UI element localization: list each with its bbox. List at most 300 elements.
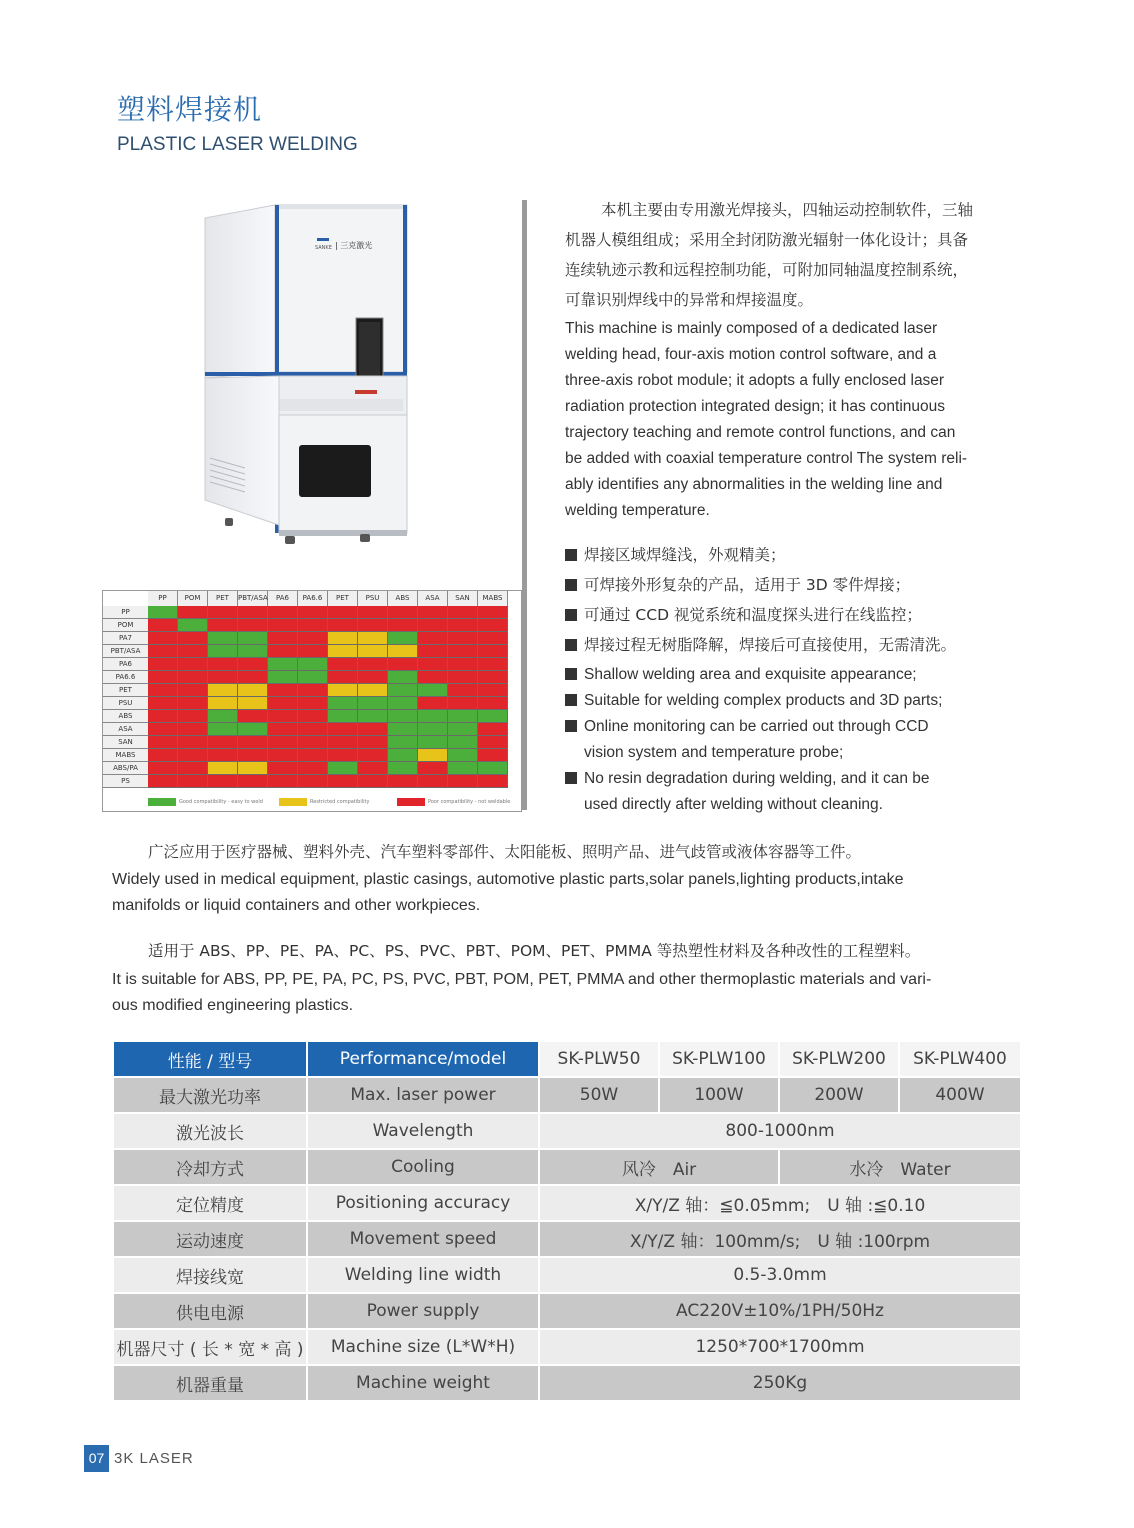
applications-en: [112, 867, 1027, 919]
bullet-square-icon: [565, 720, 577, 732]
feature-bullet-en: [565, 662, 1025, 688]
materials-en-line: ous modified engineering plastics.: [112, 997, 354, 1014]
matrix-cell: [268, 645, 298, 658]
matrix-cell: [178, 736, 208, 749]
matrix-cell: [178, 619, 208, 632]
value-cell: 0.5-3.0mm: [540, 1258, 1020, 1292]
matrix-cell: [388, 697, 418, 710]
table-row: [114, 1258, 1020, 1292]
intro-en: [565, 316, 1023, 524]
bullet-square-icon: [565, 549, 577, 561]
matrix-cell: [478, 645, 508, 658]
value-cell: 100W: [660, 1078, 778, 1112]
matrix-cell: [358, 684, 388, 697]
matrix-cell: [238, 684, 268, 697]
matrix-cell: [238, 736, 268, 749]
matrix-column-header: SAN: [448, 591, 478, 606]
matrix-cell: [388, 762, 418, 775]
matrix-cell: [478, 762, 508, 775]
value-cell: AC220V±10%/1PH/50Hz: [540, 1294, 1020, 1328]
matrix-cell: [178, 723, 208, 736]
matrix-row-label: PS: [103, 775, 148, 788]
matrix-cell: [418, 736, 448, 749]
bullet-text: Suitable for welding complex products and 3D parts;: [584, 692, 943, 709]
intro-cn-line: 连续轨迹示教和远程控制功能，可附加同轴温度控制系统，: [565, 261, 969, 279]
bullet-square-icon: [565, 668, 577, 680]
matrix-cell: [328, 619, 358, 632]
page-title: 塑料焊接机: [117, 93, 263, 126]
matrix-cell: [238, 749, 268, 762]
model-cell: SK-PLW400: [900, 1042, 1020, 1076]
matrix-cell: [448, 775, 478, 788]
matrix-cell: [418, 671, 448, 684]
matrix-cell: [208, 736, 238, 749]
intro-cn: [565, 195, 1023, 315]
matrix-row-label: MABS: [103, 749, 148, 762]
matrix-cell: [178, 710, 208, 723]
matrix-cell: [148, 658, 178, 671]
row-label-cn: 机器重量: [114, 1366, 306, 1400]
feature-bullet-cn: [565, 573, 1025, 595]
matrix-cell: [178, 645, 208, 658]
materials-en-line: It is suitable for ABS, PP, PE, PA, PC, PS, PVC, PBT, POM, PET, PMMA and other thermoplastic materials and vari-: [112, 971, 932, 988]
matrix-cell: [448, 736, 478, 749]
matrix-cell: [358, 619, 388, 632]
matrix-cell: [238, 619, 268, 632]
matrix-cell: [208, 606, 238, 619]
bullet-square-icon: [565, 694, 577, 706]
laser-welding-machine-image: [195, 200, 415, 545]
matrix-cell: [418, 775, 448, 788]
matrix-cell: [418, 710, 448, 723]
matrix-cell: [418, 762, 448, 775]
matrix-cell: [238, 658, 268, 671]
matrix-column-header: ABS: [388, 591, 418, 606]
table-row: [114, 1366, 1020, 1400]
value-cell: 200W: [780, 1078, 898, 1112]
intro-en-line: radiation protection integrated design; it has continuous: [565, 398, 945, 415]
feature-bullet-en: [565, 766, 1025, 818]
model-cell: SK-PLW100: [660, 1042, 778, 1076]
matrix-cell: [268, 710, 298, 723]
matrix-cell: [328, 749, 358, 762]
matrix-row-label: SAN: [103, 736, 148, 749]
bullet-text: vision system and temperature probe;: [584, 744, 844, 761]
matrix-cell: [448, 619, 478, 632]
matrix-cell: [238, 775, 268, 788]
matrix-cell: [418, 684, 448, 697]
matrix-cell: [268, 632, 298, 645]
bullet-text: used directly after welding without cleaning.: [584, 796, 883, 813]
matrix-column-header: PET: [328, 591, 358, 606]
legend-swatch: [279, 798, 307, 806]
matrix-cell: [298, 619, 328, 632]
matrix-cell: [238, 632, 268, 645]
matrix-cell: [208, 619, 238, 632]
matrix-cell: [418, 658, 448, 671]
matrix-cell: [388, 645, 418, 658]
model-cell: SK-PLW50: [540, 1042, 658, 1076]
legend-label: Poor compatibility - not weldable: [428, 799, 511, 805]
row-label-en: Positioning accuracy: [308, 1186, 538, 1220]
bullet-text: 焊接区域焊缝浅，外观精美；: [584, 546, 786, 564]
matrix-cell: [178, 658, 208, 671]
footer-brand: 3K LASER: [114, 1450, 194, 1467]
materials-cn: 适用于 ABS、PP、PE、PA、PC、PS、PVC、PBT、POM、PET、PMMA 等热塑性材料及各种改性的工程塑料。: [148, 942, 921, 960]
matrix-cell: [208, 645, 238, 658]
row-label-en: Machine weight: [308, 1366, 538, 1400]
matrix-cell: [178, 606, 208, 619]
matrix-row-label: PA6: [103, 658, 148, 671]
matrix-cell: [268, 736, 298, 749]
matrix-cell: [178, 762, 208, 775]
intro-en-line: This machine is mainly composed of a dedicated laser: [565, 320, 938, 337]
matrix-cell: [208, 710, 238, 723]
table-row: [114, 1150, 1020, 1184]
row-label-en: Max. laser power: [308, 1078, 538, 1112]
matrix-cell: [148, 632, 178, 645]
matrix-cell: [238, 723, 268, 736]
matrix-cell: [208, 749, 238, 762]
page-subtitle: PLASTIC LASER WELDING: [117, 134, 358, 155]
matrix-cell: [328, 671, 358, 684]
feature-bullet-cn: [565, 603, 1025, 625]
matrix-cell: [328, 632, 358, 645]
value-cell: 水冷 Water: [780, 1150, 1020, 1184]
value-cell: 400W: [900, 1078, 1020, 1112]
matrix-cell: [208, 658, 238, 671]
matrix-cell: [298, 723, 328, 736]
matrix-cell: [208, 775, 238, 788]
matrix-cell: [388, 658, 418, 671]
matrix-cell: [208, 697, 238, 710]
matrix-cell: [388, 736, 418, 749]
matrix-column-header: PBT/ASA: [238, 591, 268, 606]
row-label-cn: 冷却方式: [114, 1150, 306, 1184]
matrix-cell: [388, 606, 418, 619]
matrix-column-header: PA6.6: [298, 591, 328, 606]
matrix-cell: [358, 749, 388, 762]
bullet-square-icon: [565, 579, 577, 591]
matrix-cell: [298, 775, 328, 788]
table-header-row: [114, 1042, 1020, 1076]
matrix-cell: [418, 749, 448, 762]
matrix-cell: [148, 619, 178, 632]
matrix-cell: [388, 749, 418, 762]
matrix-cell: [178, 775, 208, 788]
feature-bullet-en: [565, 688, 1025, 714]
matrix-row-label: PSU: [103, 697, 148, 710]
matrix-cell: [298, 606, 328, 619]
machine-brand-mark: SANKE: [315, 245, 332, 251]
matrix-row-label: PA7: [103, 632, 148, 645]
feature-bullet-cn: [565, 543, 1025, 565]
matrix-cell: [328, 645, 358, 658]
matrix-cell: [328, 697, 358, 710]
intro-cn-line: 机器人模组组成；采用全封闭防激光辐射一体化设计；具备: [565, 231, 969, 249]
matrix-cell: [328, 736, 358, 749]
matrix-row-label: PA6.6: [103, 671, 148, 684]
matrix-column-header: ASA: [418, 591, 448, 606]
matrix-cell: [208, 684, 238, 697]
matrix-cell: [358, 671, 388, 684]
spec-table: [112, 1040, 1022, 1402]
matrix-cell: [448, 658, 478, 671]
row-label-cn: 机器尺寸 ( 长 * 宽 * 高 ): [114, 1330, 306, 1364]
bullet-square-icon: [565, 639, 577, 651]
matrix-column-header: PA6: [268, 591, 298, 606]
matrix-cell: [298, 671, 328, 684]
matrix-cell: [328, 775, 358, 788]
matrix-cell: [298, 645, 328, 658]
table-row: [114, 1294, 1020, 1328]
matrix-row-label: ASA: [103, 723, 148, 736]
applications-cn: 广泛应用于医疗器械、塑料外壳、汽车塑料零部件、太阳能板、照明产品、进气歧管或液体容器等工件。: [148, 843, 862, 861]
matrix-cell: [178, 697, 208, 710]
matrix-cell: [268, 762, 298, 775]
matrix-cell: [418, 632, 448, 645]
matrix-cell: [448, 697, 478, 710]
matrix-cell: [388, 684, 418, 697]
intro-en-line: welding temperature.: [565, 502, 710, 519]
matrix-cell: [298, 736, 328, 749]
bullet-text: No resin degradation during welding, and it can be: [584, 770, 930, 787]
matrix-cell: [418, 606, 448, 619]
matrix-cell: [178, 749, 208, 762]
matrix-cell: [298, 658, 328, 671]
matrix-row-label: PBT/ASA: [103, 645, 148, 658]
matrix-cell: [148, 775, 178, 788]
applications-en-line: manifolds or liquid containers and other workpieces.: [112, 897, 481, 914]
matrix-column-header: POM: [178, 591, 208, 606]
row-label-en: Machine size (L*W*H): [308, 1330, 538, 1364]
matrix-cell: [478, 749, 508, 762]
matrix-cell: [178, 684, 208, 697]
value-cell: 1250*700*1700mm: [540, 1330, 1020, 1364]
matrix-cell: [268, 606, 298, 619]
matrix-cell: [358, 658, 388, 671]
matrix-row-label: ABS: [103, 710, 148, 723]
row-label-cn: 供电电源: [114, 1294, 306, 1328]
matrix-cell: [268, 697, 298, 710]
table-row: [114, 1186, 1020, 1220]
matrix-cell: [178, 632, 208, 645]
matrix-row-label: ABS/PA: [103, 762, 148, 775]
matrix-cell: [388, 619, 418, 632]
row-label-cn: 定位精度: [114, 1186, 306, 1220]
matrix-cell: [448, 606, 478, 619]
matrix-cell: [448, 723, 478, 736]
matrix-cell: [238, 645, 268, 658]
row-label-en: Wavelength: [308, 1114, 538, 1148]
value-cell: 50W: [540, 1078, 658, 1112]
matrix-cell: [148, 645, 178, 658]
matrix-cell: [388, 632, 418, 645]
matrix-row-label: POM: [103, 619, 148, 632]
matrix-cell: [478, 606, 508, 619]
matrix-cell: [478, 723, 508, 736]
matrix-cell: [328, 710, 358, 723]
feature-bullet-cn: [565, 633, 1025, 655]
matrix-row-label: PET: [103, 684, 148, 697]
row-label-cn: 最大激光功率: [114, 1078, 306, 1112]
matrix-cell: [358, 632, 388, 645]
matrix-cell: [208, 762, 238, 775]
intro-cn-line: 可靠识别焊线中的异常和焊接温度。: [565, 291, 814, 309]
matrix-cell: [448, 762, 478, 775]
materials-en: [112, 967, 1027, 1019]
matrix-cell: [238, 697, 268, 710]
intro-en-line: three-axis robot module; it adopts a fully enclosed laser: [565, 372, 945, 389]
matrix-cell: [208, 671, 238, 684]
matrix-cell: [478, 671, 508, 684]
value-cell: X/Y/Z 轴：100mm/s; U 轴 :100rpm: [540, 1222, 1020, 1256]
matrix-cell: [388, 775, 418, 788]
matrix-cell: [328, 723, 358, 736]
header-cn: 性能 / 型号: [114, 1042, 306, 1076]
matrix-cell: [478, 697, 508, 710]
bullet-square-icon: [565, 609, 577, 621]
matrix-cell: [268, 775, 298, 788]
matrix-cell: [478, 775, 508, 788]
row-label-cn: 运动速度: [114, 1222, 306, 1256]
matrix-cell: [268, 723, 298, 736]
bullet-text: 可焊接外形复杂的产品，适用于 3D 零件焊接；: [584, 576, 911, 594]
value-cell: X/Y/Z 轴：≦0.05mm; U 轴 :≦0.10: [540, 1186, 1020, 1220]
matrix-cell: [268, 658, 298, 671]
matrix-column-header: PSU: [358, 591, 388, 606]
legend-swatch: [148, 798, 176, 806]
value-cell: 800-1000nm: [540, 1114, 1020, 1148]
matrix-cell: [268, 671, 298, 684]
matrix-cell: [298, 684, 328, 697]
model-cell: SK-PLW200: [780, 1042, 898, 1076]
matrix-cell: [298, 749, 328, 762]
matrix-cell: [358, 762, 388, 775]
legend-label: Restricted compatibility: [310, 799, 370, 805]
matrix-cell: [238, 606, 268, 619]
matrix-cell: [148, 749, 178, 762]
matrix-cell: [148, 762, 178, 775]
matrix-cell: [268, 619, 298, 632]
matrix-cell: [148, 736, 178, 749]
row-label-en: Cooling: [308, 1150, 538, 1184]
matrix-cell: [178, 671, 208, 684]
page-number: 07: [84, 1445, 109, 1472]
matrix-cell: [328, 606, 358, 619]
intro-cn-line: 本机主要由专用激光焊接头，四轴运动控制软件，三轴: [601, 201, 974, 219]
matrix-cell: [148, 606, 178, 619]
bullet-text: 焊接过程无树脂降解，焊接后可直接使用，无需清洗。: [584, 636, 957, 654]
matrix-cell: [238, 762, 268, 775]
matrix-cell: [418, 645, 448, 658]
intro-en-line: be added with coaxial temperature control The system reli-: [565, 450, 968, 467]
matrix-column-header: MABS: [478, 591, 508, 606]
bullet-text: Online monitoring can be carried out through CCD: [584, 718, 929, 735]
matrix-cell: [358, 736, 388, 749]
matrix-cell: [358, 606, 388, 619]
matrix-cell: [208, 632, 238, 645]
applications-en-line: Widely used in medical equipment, plastic casings, automotive plastic parts,solar panels,lighting products,intake: [112, 871, 904, 888]
bullet-text: 可通过 CCD 视觉系统和温度探头进行在线监控；: [584, 606, 922, 624]
material-compatibility-matrix: [102, 590, 522, 812]
feature-bullet-en: [565, 714, 1025, 766]
matrix-cell: [388, 723, 418, 736]
matrix-cell: [148, 710, 178, 723]
matrix-cell: [358, 775, 388, 788]
matrix-cell: [208, 723, 238, 736]
matrix-cell: [148, 671, 178, 684]
matrix-cell: [358, 697, 388, 710]
matrix-cell: [478, 736, 508, 749]
row-label-en: Power supply: [308, 1294, 538, 1328]
matrix-cell: [268, 684, 298, 697]
matrix-cell: [388, 671, 418, 684]
table-row: [114, 1114, 1020, 1148]
matrix-cell: [298, 762, 328, 775]
matrix-cell: [418, 697, 448, 710]
matrix-cell: [268, 749, 298, 762]
value-cell: 250Kg: [540, 1366, 1020, 1400]
matrix-cell: [298, 697, 328, 710]
bullet-text: Shallow welding area and exquisite appearance;: [584, 666, 917, 683]
machine-brand-label: | 三克激光: [335, 241, 373, 250]
matrix-cell: [448, 684, 478, 697]
matrix-column-header: PET: [208, 591, 238, 606]
header-en: Performance/model: [308, 1042, 538, 1076]
row-label-cn: 激光波长: [114, 1114, 306, 1148]
table-row: [114, 1078, 1020, 1112]
legend-swatch: [397, 798, 425, 806]
matrix-cell: [478, 632, 508, 645]
table-row: [114, 1222, 1020, 1256]
matrix-cell: [358, 645, 388, 658]
matrix-cell: [148, 684, 178, 697]
matrix-cell: [478, 658, 508, 671]
matrix-cell: [448, 671, 478, 684]
matrix-cell: [478, 710, 508, 723]
matrix-cell: [298, 710, 328, 723]
matrix-cell: [448, 645, 478, 658]
intro-en-line: ably identifies any abnormalities in the welding line and: [565, 476, 943, 493]
matrix-cell: [478, 684, 508, 697]
matrix-cell: [418, 723, 448, 736]
matrix-cell: [358, 723, 388, 736]
matrix-cell: [328, 684, 358, 697]
table-row: [114, 1330, 1020, 1364]
matrix-cell: [238, 671, 268, 684]
bullet-square-icon: [565, 772, 577, 784]
matrix-cell: [448, 749, 478, 762]
matrix-cell: [298, 632, 328, 645]
matrix-cell: [328, 762, 358, 775]
matrix-cell: [388, 710, 418, 723]
matrix-row-label: PP: [103, 606, 148, 619]
row-label-en: Welding line width: [308, 1258, 538, 1292]
matrix-column-header: PP: [148, 591, 178, 606]
matrix-cell: [418, 619, 448, 632]
vertical-divider: [522, 200, 527, 810]
matrix-cell: [328, 658, 358, 671]
matrix-cell: [448, 710, 478, 723]
intro-en-line: trajectory teaching and remote control functions, and can: [565, 424, 956, 441]
matrix-cell: [148, 723, 178, 736]
row-label-cn: 焊接线宽: [114, 1258, 306, 1292]
intro-en-line: welding head, four-axis motion control software, and a: [565, 346, 937, 363]
matrix-cell: [448, 632, 478, 645]
value-cell: 风冷 Air: [540, 1150, 778, 1184]
matrix-cell: [358, 710, 388, 723]
